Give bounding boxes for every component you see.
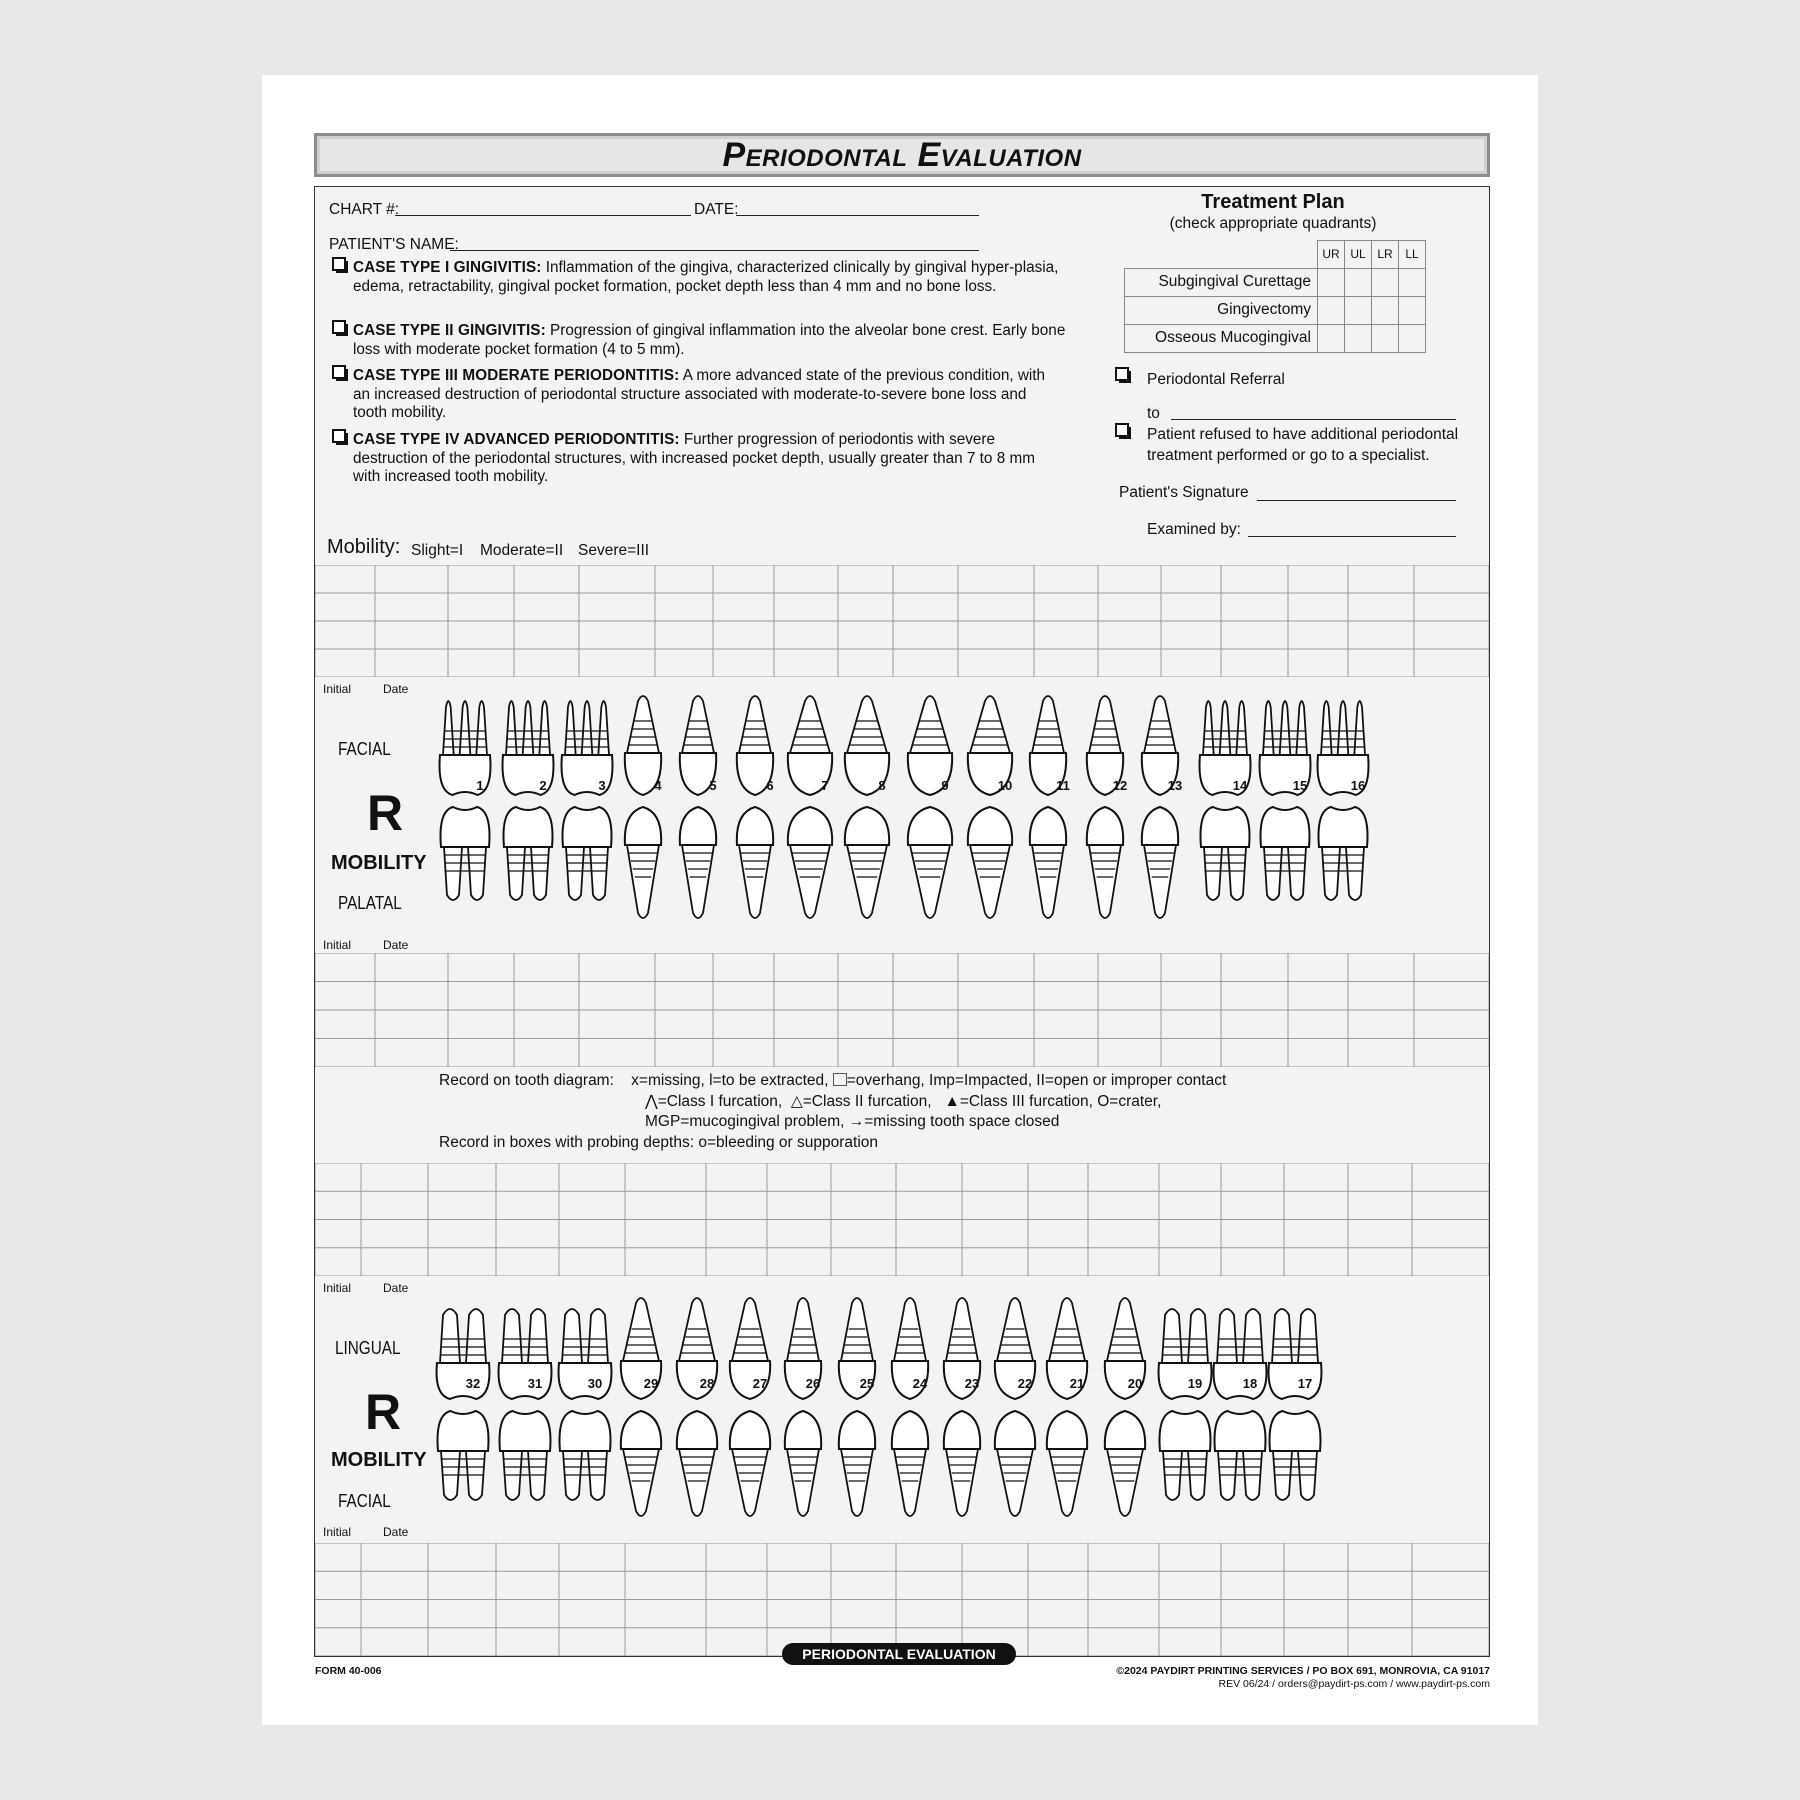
tooth-crown bbox=[737, 807, 773, 845]
patient-refused-label: Patient refused to have additional periodontal treatment performed or go to a specialist. bbox=[1147, 426, 1459, 464]
tooth-7[interactable] bbox=[788, 696, 832, 918]
tooth-11[interactable] bbox=[1030, 696, 1070, 918]
mobility-label: Mobility: bbox=[327, 536, 401, 558]
tooth-root bbox=[1049, 1449, 1085, 1516]
tooth-root bbox=[1107, 1449, 1143, 1516]
mobility-moderate: Moderate=II bbox=[480, 542, 564, 559]
tooth-crown bbox=[995, 1411, 1035, 1449]
case-type-1-checkbox[interactable] bbox=[332, 257, 346, 271]
upper-arch-diagram[interactable] bbox=[435, 677, 1485, 949]
tooth-number: 26 bbox=[805, 1376, 821, 1391]
case-type-4-checkbox[interactable] bbox=[332, 429, 346, 443]
upper-date-label: Date bbox=[383, 682, 409, 696]
lower-mobility-label: MOBILITY bbox=[331, 1449, 427, 1471]
tooth-5[interactable] bbox=[680, 696, 717, 918]
quadrant-ul-header: UL bbox=[1345, 241, 1372, 269]
tooth-crown bbox=[560, 1411, 611, 1451]
tooth-4[interactable] bbox=[625, 696, 663, 918]
periodontal-referral-label: Periodontal Referral bbox=[1147, 371, 1285, 388]
lower-lingual-label: LINGUAL bbox=[335, 1338, 401, 1358]
tooth-number: 32 bbox=[465, 1376, 481, 1391]
grid-lines bbox=[315, 953, 1489, 1067]
tooth-crown bbox=[892, 1411, 928, 1449]
tooth-crown bbox=[625, 807, 661, 845]
tooth-number: 28 bbox=[699, 1376, 715, 1391]
cell-checkbox[interactable] bbox=[1318, 324, 1345, 352]
grid-lines bbox=[315, 1543, 1489, 1656]
tooth-20[interactable] bbox=[1105, 1298, 1145, 1516]
upper-facial-label: FACIAL bbox=[338, 739, 391, 759]
tooth-crown bbox=[621, 1411, 661, 1449]
cell-checkbox[interactable] bbox=[1372, 268, 1399, 296]
tooth-31[interactable] bbox=[499, 1309, 552, 1500]
legend-line1b: =overhang, Imp=Impacted, II=open or improper contact bbox=[846, 1072, 1227, 1089]
lower-r-label: R bbox=[365, 1384, 402, 1440]
tooth-crown bbox=[1261, 807, 1310, 847]
tooth-number: 31 bbox=[527, 1376, 543, 1391]
tooth-number: 19 bbox=[1187, 1376, 1203, 1391]
legend-line3b: =missing tooth space closed bbox=[864, 1113, 1060, 1130]
quadrant-lr-header: LR bbox=[1372, 241, 1399, 269]
tooth-21[interactable] bbox=[1047, 1298, 1087, 1516]
date-label: DATE: bbox=[694, 201, 739, 218]
tooth-crown bbox=[1214, 1363, 1267, 1399]
form-number: FORM 40-006 bbox=[315, 1665, 382, 1677]
tooth-number: 3 bbox=[598, 778, 606, 793]
tooth-number: 9 bbox=[941, 778, 949, 793]
tooth-number: 2 bbox=[539, 778, 547, 793]
tooth-crown bbox=[944, 1411, 980, 1449]
tooth-crown bbox=[499, 1363, 552, 1399]
tooth-crown bbox=[438, 1411, 489, 1451]
upper-r-label: R bbox=[367, 785, 404, 841]
tooth-32[interactable] bbox=[437, 1309, 490, 1500]
tooth-crown bbox=[1159, 1363, 1212, 1399]
tooth-2[interactable] bbox=[503, 701, 554, 900]
lower-date-label: Date bbox=[383, 1281, 409, 1295]
tooth-number: 1 bbox=[476, 778, 484, 793]
tooth-12[interactable] bbox=[1087, 696, 1127, 918]
case-type-2: CASE TYPE II GINGIVITIS: Progression of gingival inflammation into the alveolar bone crest. Early bone loss with moderate pocket formation (4 to 5 mm). bbox=[353, 322, 1066, 358]
tooth-26[interactable] bbox=[785, 1298, 821, 1516]
probing-grid-lower-lingual[interactable] bbox=[315, 1163, 1489, 1276]
legend-line3a: MGP=mucogingival problem, bbox=[645, 1113, 845, 1130]
case-type-4: CASE TYPE IV ADVANCED PERIODONTITIS: Further progression of periodontis with severe destruction of the periodontal structures, with increased pocket depth, usually greater than 7 to 8 mm with increased tooth mobility. bbox=[353, 431, 1035, 485]
tooth-number: 13 bbox=[1167, 778, 1183, 793]
tooth-3[interactable] bbox=[562, 701, 613, 900]
examined-by-field[interactable] bbox=[1248, 536, 1456, 537]
tooth-22[interactable] bbox=[995, 1298, 1035, 1516]
tooth-number: 30 bbox=[587, 1376, 603, 1391]
patient-refused-checkbox[interactable] bbox=[1115, 423, 1129, 437]
tooth-crown bbox=[559, 1363, 612, 1399]
patient-signature-field[interactable] bbox=[1257, 500, 1456, 501]
upper-initial-label-2: Initial bbox=[323, 938, 352, 952]
tooth-number: 4 bbox=[654, 778, 662, 793]
tooth-crown bbox=[1030, 807, 1066, 845]
copyright: ©2024 PAYDIRT PRINTING SERVICES / PO BOX 691, MONROVIA, CA 91017 bbox=[1116, 1665, 1490, 1677]
treatment-plan-table bbox=[1124, 240, 1426, 353]
examined-by-label: Examined by: bbox=[1147, 521, 1241, 538]
tooth-root bbox=[1144, 845, 1176, 918]
upper-mobility-label: MOBILITY bbox=[331, 852, 427, 874]
tooth-crown bbox=[788, 807, 832, 845]
tooth-crown bbox=[1270, 1411, 1321, 1451]
case-type-3: CASE TYPE III MODERATE PERIODONTITIS: A more advanced state of the previous condition, with an increased destruction of periodontal structure associated with moderate-to-severe bone loss and tooth mobility. bbox=[353, 367, 1046, 421]
tooth-29[interactable] bbox=[621, 1298, 661, 1516]
tooth-number: 21 bbox=[1069, 1376, 1085, 1391]
tooth-13[interactable] bbox=[1142, 696, 1182, 918]
form-sheet bbox=[262, 75, 1538, 1725]
tooth-number: 25 bbox=[859, 1376, 875, 1391]
legend-line1-label: Record on tooth diagram: bbox=[439, 1072, 614, 1089]
tooth-crown bbox=[677, 1411, 717, 1449]
tooth-17[interactable] bbox=[1269, 1309, 1322, 1500]
tooth-number: 29 bbox=[643, 1376, 659, 1391]
tooth-root bbox=[841, 1449, 873, 1516]
cell-checkbox[interactable] bbox=[1372, 324, 1399, 352]
tooth-crown bbox=[908, 807, 952, 845]
tooth-24[interactable] bbox=[892, 1298, 928, 1516]
periodontal-referral-checkbox[interactable] bbox=[1115, 367, 1129, 381]
tooth-number: 16 bbox=[1350, 778, 1366, 793]
tooth-crown bbox=[500, 1411, 551, 1451]
upper-initial-label: Initial bbox=[323, 682, 352, 696]
tooth-14[interactable] bbox=[1200, 701, 1251, 900]
cell-checkbox[interactable] bbox=[1345, 296, 1372, 324]
tooth-crown bbox=[968, 807, 1012, 845]
tooth-crown bbox=[730, 1411, 770, 1449]
treatment-plan-title: Treatment Plan bbox=[1201, 191, 1345, 213]
cell-checkbox[interactable] bbox=[1318, 268, 1345, 296]
form-title-bar bbox=[314, 133, 1490, 177]
tooth-crown bbox=[1087, 807, 1123, 845]
tooth-crown bbox=[1142, 807, 1178, 845]
tooth-number: 10 bbox=[997, 778, 1013, 793]
tooth-number: 8 bbox=[878, 778, 886, 793]
tooth-crown bbox=[1047, 1411, 1087, 1449]
row-subgingival-curettage: Subgingival Curettage bbox=[1125, 268, 1318, 296]
quadrant-ur-header: UR bbox=[1318, 241, 1345, 269]
tooth-root bbox=[1089, 845, 1121, 918]
date-field[interactable] bbox=[736, 215, 979, 216]
tooth-root bbox=[997, 1449, 1033, 1516]
tooth-crown bbox=[1105, 1411, 1145, 1449]
chart-number-field[interactable] bbox=[395, 215, 691, 216]
tooth-root bbox=[790, 845, 830, 918]
probing-grid-lower-facial[interactable] bbox=[315, 1543, 1489, 1656]
legend-line2c: =Class III furcation, O=crater, bbox=[959, 1092, 1162, 1110]
tooth-root bbox=[739, 845, 771, 918]
upper-date-label-2: Date bbox=[383, 938, 409, 952]
tooth-10[interactable] bbox=[968, 696, 1012, 918]
lower-initial-label: Initial bbox=[323, 1281, 352, 1295]
tooth-crown bbox=[1215, 1411, 1266, 1451]
tooth-number: 17 bbox=[1297, 1376, 1313, 1391]
mobility-severe: Severe=III bbox=[578, 542, 650, 559]
case-type-1: CASE TYPE I GINGIVITIS: Inflammation of the gingiva, characterized clinically by gingival hyper-plasia, edema, retractability, gingival pocket formation, pocket depth less than 4 mm and no bone loss. bbox=[353, 259, 1059, 295]
tooth-crown bbox=[563, 807, 612, 847]
tooth-number: 12 bbox=[1112, 778, 1128, 793]
legend-line4: Record in boxes with probing depths: o=bleeding or supporation bbox=[439, 1133, 879, 1151]
tooth-30[interactable] bbox=[559, 1309, 612, 1500]
tooth-number: 14 bbox=[1232, 778, 1248, 793]
cell-checkbox[interactable] bbox=[1372, 296, 1399, 324]
lower-date-label-2: Date bbox=[383, 1525, 409, 1539]
tooth-number: 7 bbox=[821, 778, 829, 793]
probing-grid-upper-facial[interactable] bbox=[315, 565, 1489, 677]
quadrant-ll-header: LL bbox=[1399, 241, 1426, 269]
tooth-crown bbox=[504, 807, 553, 847]
case-type-3-checkbox[interactable] bbox=[332, 365, 346, 379]
tooth-23[interactable] bbox=[944, 1298, 980, 1516]
tooth-number: 23 bbox=[964, 1376, 980, 1391]
cell-checkbox[interactable] bbox=[1399, 296, 1426, 324]
tooth-crown bbox=[441, 807, 490, 847]
tooth-number: 5 bbox=[709, 778, 717, 793]
lower-arch-diagram[interactable] bbox=[425, 1279, 1485, 1541]
legend-line2a: =Class I furcation, bbox=[657, 1092, 783, 1110]
cell-checkbox[interactable] bbox=[1345, 268, 1372, 296]
form-body bbox=[314, 186, 1490, 1657]
tooth-number: 27 bbox=[752, 1376, 768, 1391]
lower-initial-label-2: Initial bbox=[323, 1525, 352, 1539]
grid-lines bbox=[315, 1163, 1489, 1276]
tooth-crown bbox=[1269, 1363, 1322, 1399]
cell-checkbox[interactable] bbox=[1345, 324, 1372, 352]
tooth-number: 18 bbox=[1242, 1376, 1258, 1391]
probing-grid-upper-palatal[interactable] bbox=[315, 953, 1489, 1067]
tooth-crown bbox=[845, 807, 889, 845]
tooth-crown bbox=[1160, 1411, 1211, 1451]
tooth-root bbox=[787, 1449, 819, 1516]
patient-name-field[interactable] bbox=[450, 250, 979, 251]
tooth-8[interactable] bbox=[845, 696, 889, 918]
referral-to-label: to bbox=[1147, 405, 1160, 422]
tooth-number: 24 bbox=[912, 1376, 928, 1391]
tooth-number: 11 bbox=[1056, 778, 1070, 793]
tooth-crown bbox=[1201, 807, 1250, 847]
legend-line2b: =Class II furcation, bbox=[802, 1092, 932, 1110]
cell-checkbox[interactable] bbox=[1318, 296, 1345, 324]
revision-contact: REV 06/24 / orders@paydirt-ps.com / www.paydirt-ps.com bbox=[1218, 1678, 1490, 1690]
grid-lines bbox=[315, 565, 1489, 677]
tooth-crown bbox=[1319, 807, 1368, 847]
case-type-2-checkbox[interactable] bbox=[332, 320, 346, 334]
tooth-number: 22 bbox=[1017, 1376, 1033, 1391]
tooth-number: 20 bbox=[1127, 1376, 1143, 1391]
tooth-25[interactable] bbox=[839, 1298, 875, 1516]
tooth-9[interactable] bbox=[908, 696, 952, 918]
tooth-root bbox=[1032, 845, 1064, 918]
patient-signature-label: Patient's Signature bbox=[1119, 484, 1249, 501]
overhang-icon bbox=[833, 1073, 847, 1086]
treatment-plan-subtitle: (check appropriate quadrants) bbox=[1169, 215, 1377, 232]
tooth-number: 6 bbox=[766, 778, 774, 793]
tooth-root bbox=[946, 1449, 978, 1516]
tooth-16[interactable] bbox=[1318, 701, 1369, 900]
tooth-28[interactable] bbox=[677, 1298, 717, 1516]
tooth-root bbox=[910, 845, 950, 918]
tooth-crown bbox=[680, 807, 716, 845]
class3-furcation-icon: ▲ bbox=[944, 1092, 960, 1110]
patient-name-label: PATIENT'S NAME: bbox=[329, 236, 459, 253]
tooth-number: 15 bbox=[1292, 778, 1308, 793]
tooth-root bbox=[894, 1449, 926, 1516]
legend-line1: x=missing, l=to be extracted, bbox=[631, 1072, 829, 1089]
referral-to-field[interactable] bbox=[1171, 419, 1456, 420]
tooth-19[interactable] bbox=[1159, 1309, 1212, 1500]
lower-facial-label: FACIAL bbox=[338, 1491, 391, 1511]
row-gingivectomy: Gingivectomy bbox=[1125, 296, 1318, 324]
tooth-crown bbox=[437, 1363, 490, 1399]
tooth-crown bbox=[785, 1411, 821, 1449]
tooth-6[interactable] bbox=[737, 696, 774, 918]
table-corner bbox=[1125, 241, 1318, 269]
tooth-root bbox=[682, 845, 714, 918]
mobility-slight: Slight=I bbox=[411, 542, 464, 559]
legend bbox=[439, 1071, 1339, 1153]
tooth-root bbox=[847, 845, 887, 918]
tooth-root bbox=[679, 1449, 715, 1516]
arrow-icon: → bbox=[848, 1113, 865, 1130]
tooth-27[interactable] bbox=[730, 1298, 770, 1516]
tooth-crown bbox=[839, 1411, 875, 1449]
chart-number-label: CHART #: bbox=[329, 201, 400, 218]
class2-furcation-icon: △ bbox=[790, 1092, 803, 1110]
upper-palatal-label: PALATAL bbox=[338, 893, 402, 913]
cell-checkbox[interactable] bbox=[1399, 268, 1426, 296]
cell-checkbox[interactable] bbox=[1399, 324, 1426, 352]
tooth-root bbox=[732, 1449, 768, 1516]
tooth-15[interactable] bbox=[1260, 701, 1311, 900]
row-osseous-mucogingival: Osseous Mucogingival bbox=[1125, 324, 1318, 352]
tooth-root bbox=[970, 845, 1010, 918]
footer-pill: PERIODONTAL EVALUATION bbox=[782, 1643, 1016, 1665]
tooth-1[interactable] bbox=[440, 701, 491, 900]
tooth-18[interactable] bbox=[1214, 1309, 1267, 1500]
tooth-root bbox=[627, 845, 659, 918]
form-title: Periodontal Evaluation bbox=[722, 136, 1082, 174]
class1-furcation-icon: ⋀ bbox=[645, 1092, 658, 1110]
tooth-root bbox=[623, 1449, 659, 1516]
